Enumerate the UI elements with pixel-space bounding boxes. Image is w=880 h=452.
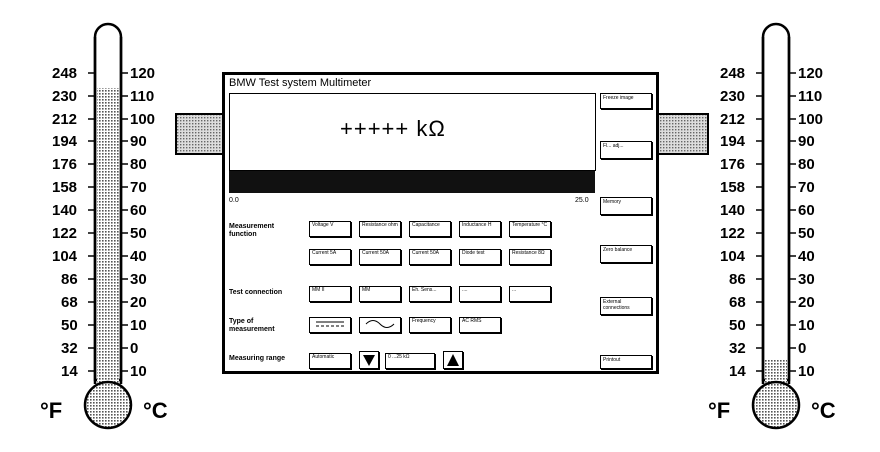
f-label: 68: [61, 294, 78, 311]
f-label: 104: [720, 248, 746, 265]
right-unit-f: °F: [708, 398, 731, 423]
f-label: 86: [729, 271, 746, 288]
auto-range-button[interactable]: Automatic: [309, 353, 351, 369]
c-label: 50: [130, 225, 147, 242]
ac-icon: [362, 319, 398, 329]
c-label: 120: [130, 65, 156, 82]
reading-display: [229, 93, 596, 171]
f-label: 194: [720, 133, 746, 150]
c-label: 0: [130, 340, 139, 357]
dc-type-button[interactable]: [309, 317, 351, 333]
f-label: 140: [720, 202, 746, 219]
c-label: 90: [130, 133, 147, 150]
connection-5-button[interactable]: ...: [509, 286, 551, 302]
c-label: 10: [130, 363, 147, 380]
current-b-button[interactable]: Current 50A: [409, 249, 451, 265]
c-label: 110: [130, 88, 155, 105]
f-label: 14: [61, 363, 78, 380]
freeze-image-button[interactable]: Freeze image: [600, 93, 652, 109]
c-label: 110: [798, 88, 823, 105]
capacitance-button[interactable]: Capacitance: [409, 221, 451, 237]
resistance-button[interactable]: Resistance ohm: [359, 221, 401, 237]
left-mercury-column: [97, 88, 119, 384]
f-label: 140: [52, 202, 78, 219]
f-label: 104: [52, 248, 78, 265]
type-of-measurement-label: Type of measurement: [229, 318, 275, 333]
c-label: 10: [130, 317, 147, 334]
f-label: 86: [61, 271, 78, 288]
printout-button[interactable]: Printout: [600, 355, 652, 369]
c-label: 100: [798, 111, 824, 128]
f-label: 194: [52, 133, 78, 150]
c-label: 20: [130, 294, 147, 311]
f-label: 248: [720, 65, 746, 82]
f-label: 248: [52, 65, 78, 82]
c-label: 20: [798, 294, 815, 311]
range-up-button[interactable]: [443, 351, 463, 369]
c-label: 10: [798, 363, 815, 380]
f-label: 230: [52, 88, 78, 105]
c-label: 0: [798, 340, 807, 357]
f-label: 158: [720, 179, 746, 196]
f-label: 176: [52, 156, 78, 173]
c-label: 60: [798, 202, 815, 219]
f-label: 230: [720, 88, 746, 105]
left-unit-f: °F: [40, 398, 63, 423]
f-label: 176: [720, 156, 746, 173]
diode-test-button[interactable]: Diode test: [459, 249, 501, 265]
connection-3-button[interactable]: Eh. Sens...: [409, 286, 451, 302]
multimeter-screen: [222, 72, 659, 374]
external-connections-button[interactable]: External connections: [600, 297, 652, 315]
inductance-button[interactable]: Inductance H: [459, 221, 501, 237]
f-label: 32: [729, 340, 746, 357]
bar-max-label: 25.0: [575, 197, 589, 204]
bar-graph: [229, 171, 595, 193]
right-thermometer: [753, 24, 799, 428]
resistance-b-button[interactable]: Resistance 8Ω: [509, 249, 551, 265]
connection-4-button[interactable]: ....: [459, 286, 501, 302]
c-label: 120: [798, 65, 824, 82]
c-label: 50: [798, 225, 815, 242]
measuring-range-label: Measuring range: [229, 355, 286, 362]
f-label: 212: [720, 111, 746, 128]
c-label: 40: [798, 248, 815, 265]
c-label: 80: [130, 156, 147, 173]
reading-value: +++++ kΩ: [340, 116, 446, 141]
f-label: 68: [729, 294, 746, 311]
c-label: 30: [130, 271, 147, 288]
c-label: 60: [130, 202, 147, 219]
f-label: 122: [52, 225, 78, 242]
f-label: 122: [720, 225, 746, 242]
f-label: 14: [729, 363, 746, 380]
c-label: 70: [130, 179, 147, 196]
c-label: 30: [798, 271, 815, 288]
test-connection-label: Test connection: [229, 289, 283, 296]
f-label: 32: [61, 340, 78, 357]
right-mercury-column: [765, 360, 787, 384]
left-unit-c: °C: [143, 398, 168, 423]
range-down-button[interactable]: [359, 351, 379, 369]
f-label: 50: [61, 317, 78, 334]
c-label: 80: [798, 156, 815, 173]
frequency-type-button[interactable]: Frequency: [409, 317, 451, 333]
dc-icon: [312, 319, 348, 329]
triangle-down-icon: [360, 352, 378, 368]
window-title: BMW Test system Multimeter: [229, 77, 372, 89]
connection-2-button[interactable]: MM: [359, 286, 401, 302]
range-value-field[interactable]: 0 ...25 kΩ: [385, 353, 435, 369]
ac-type-button[interactable]: [359, 317, 401, 333]
left-thermometer: [85, 24, 131, 428]
bar-min-label: 0.0: [229, 197, 239, 204]
f-label: 158: [52, 179, 78, 196]
triangle-up-icon: [444, 352, 462, 368]
c-label: 100: [130, 111, 156, 128]
measurement-function-label: Measurement function: [229, 223, 275, 238]
ac-rms-type-button[interactable]: AC RMS: [459, 317, 501, 333]
c-label: 10: [798, 317, 815, 334]
c-label: 90: [798, 133, 815, 150]
c-label: 40: [130, 248, 147, 265]
zero-balance-button[interactable]: Zero balance: [600, 245, 652, 263]
temperature-button[interactable]: Temperature °C: [509, 221, 551, 237]
f-label: 50: [729, 317, 746, 334]
voltage-button[interactable]: Voltage V: [309, 221, 351, 237]
current-5a-button[interactable]: Current 5A: [309, 249, 351, 265]
right-unit-c: °C: [811, 398, 836, 423]
current-50a-button[interactable]: Current 50A: [359, 249, 401, 265]
fl-adj-button[interactable]: Fl... adj...: [600, 141, 652, 159]
connection-1-button[interactable]: MM II: [309, 286, 351, 302]
c-label: 70: [798, 179, 815, 196]
f-label: 212: [52, 111, 78, 128]
memory-button[interactable]: Memory: [600, 197, 652, 215]
